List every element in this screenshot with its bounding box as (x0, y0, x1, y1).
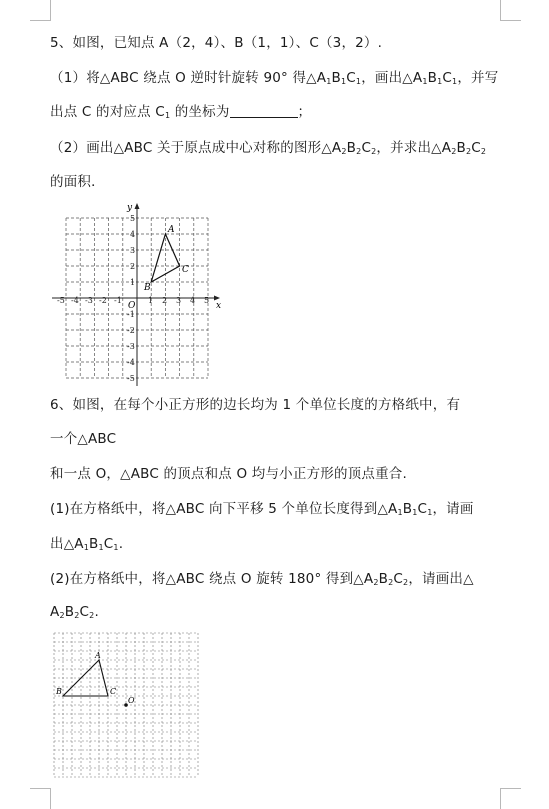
q5-line-4: （2）画出△ABC 关于原点成中心对称的图形$\triangle A_2B_2C_2$，并求出$\triangle A_2B_2C_2$ (50, 140, 487, 156)
q5-line-5: 的面积． (50, 174, 105, 190)
x-tick-label: 3 (176, 296, 182, 305)
y-tick-label: -5 (127, 374, 135, 383)
triangle-abc (63, 660, 108, 696)
q6-line-6: (2)在方格纸中，将△ABC 绕点 O 旋转 180° 得到$\triangle A_2B_2C_2$，请画出△ (50, 571, 474, 587)
q6-line-5: 出$\triangle A_1B_1C_1$. (50, 536, 124, 552)
point-label-b: B (56, 687, 62, 696)
y-tick-label: 1 (130, 278, 136, 287)
point-label-a: A (168, 225, 175, 235)
x-axis-arrow-icon (214, 296, 220, 301)
x-tick-label: -1 (114, 296, 122, 305)
q6-line-3: 和一点 O，△ABC 的顶点和点 O 均与小正方形的顶点重合. (50, 466, 407, 482)
point-label-b: B (144, 283, 151, 293)
x-tick-label: -4 (71, 296, 79, 305)
coordinate-grid-figure (40, 196, 240, 386)
y-axis-arrow-icon (135, 203, 140, 209)
answer-blank[interactable] (230, 104, 298, 118)
point-label-o: O (128, 696, 135, 705)
y-tick-label: 3 (130, 246, 136, 255)
corner-mark-bottom-left (30, 788, 51, 809)
corner-mark-top-left (30, 0, 51, 21)
square-grid-figure (52, 630, 208, 780)
q5-line-2: （1）将△ABC 绕点 O 逆时针旋转 90° 得$\triangle A_1B_1C_1$，画出$\triangle A_1B_1C_1$，并写 (50, 70, 499, 86)
corner-mark-bottom-right (500, 788, 521, 809)
origin-label: O (128, 301, 136, 311)
y-tick-label: 2 (130, 262, 136, 271)
y-tick-label: -4 (127, 358, 135, 367)
x-tick-label: -5 (57, 296, 65, 305)
q6-line-1: 6、如图，在每个小正方形的边长均为 1 个单位长度的方格纸中，有 (50, 397, 461, 413)
corner-mark-top-right (500, 0, 521, 21)
point-label-c: C (110, 687, 117, 696)
q6-line-4: (1)在方格纸中，将△ABC 向下平移 5 个单位长度得到$\triangle A_1B_1C_1$，请画 (50, 501, 474, 517)
y-tick-label: -2 (127, 326, 135, 335)
q5-line-1: 5、如图，已知点 A（2，4）、B（1，1）、C（3，2）. (50, 35, 383, 51)
x-tick-label: -2 (99, 296, 107, 305)
y-tick-label: 4 (130, 230, 136, 239)
y-axis-label: y (127, 203, 133, 213)
x-tick-label: 5 (204, 296, 210, 305)
y-tick-label: -3 (127, 342, 135, 351)
x-axis-label: x (216, 301, 222, 311)
q6-line-7: $A_2B_2C_2$. (50, 604, 99, 620)
x-tick-label: 1 (148, 296, 154, 305)
point-label-a: A (95, 651, 101, 660)
x-tick-label: 2 (162, 296, 168, 305)
y-tick-label: -1 (127, 310, 135, 319)
x-tick-label: -3 (85, 296, 93, 305)
x-tick-label: 4 (190, 296, 196, 305)
q5-line-3: 出点 C 的对应点 $C_1$ 的坐标为 ； (50, 104, 312, 120)
q6-line-2: 一个△ABC (50, 431, 117, 447)
point-label-c: C (182, 265, 189, 275)
y-tick-label: 5 (130, 214, 136, 223)
